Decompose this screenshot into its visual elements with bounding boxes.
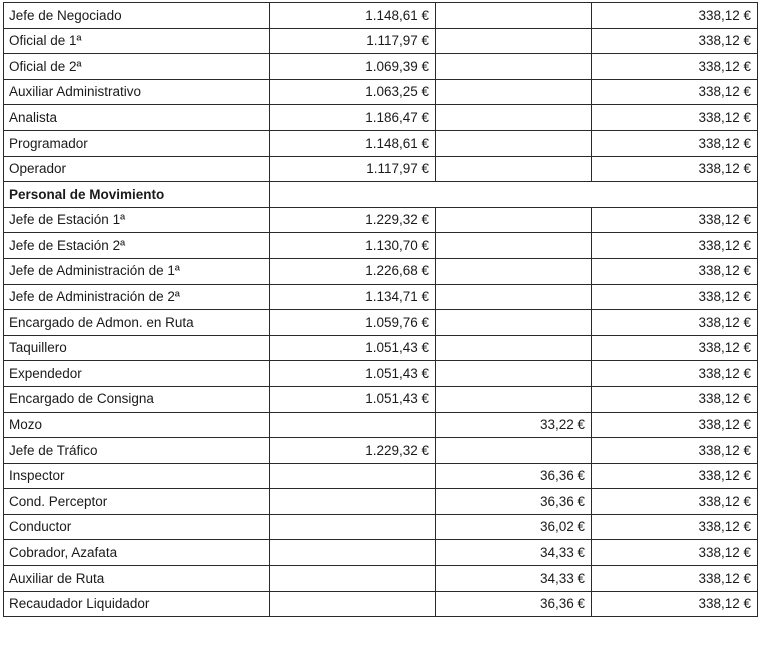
daily-salary-cell: [436, 156, 592, 182]
table-row: [4, 156, 758, 182]
daily-salary-cell: [436, 79, 592, 105]
table-row: [4, 130, 758, 156]
bonus-cell: 338,12 €: [592, 463, 758, 489]
category-cell: Cond. Perceptor: [4, 489, 270, 515]
category-cell: Taquillero: [4, 335, 270, 361]
bonus-cell: 338,12 €: [592, 28, 758, 54]
category-cell: Recaudador Liquidador: [4, 591, 270, 617]
section-title: Personal de Movimiento: [4, 182, 270, 208]
monthly-salary-cell: [270, 591, 436, 617]
monthly-salary-cell: 1.063,25 €: [270, 79, 436, 105]
category-cell: Oficial de 1ª: [4, 28, 270, 54]
category-cell: Encargado de Consigna: [4, 386, 270, 412]
bonus-cell: 338,12 €: [592, 335, 758, 361]
category-cell: Jefe de Estación 2ª: [4, 233, 270, 259]
daily-salary-cell: 34,33 €: [436, 540, 592, 566]
daily-salary-cell: 34,33 €: [436, 566, 592, 592]
category-cell: Jefe de Tráfico: [4, 438, 270, 464]
bonus-cell: 338,12 €: [592, 514, 758, 540]
table-row: [4, 105, 758, 131]
bonus-cell: 338,12 €: [592, 284, 758, 310]
table-row: [4, 233, 758, 259]
bonus-cell: 338,12 €: [592, 258, 758, 284]
bonus-cell: 338,12 €: [592, 105, 758, 131]
monthly-salary-cell: 1.148,61 €: [270, 3, 436, 29]
table-row: [4, 54, 758, 80]
category-cell: Oficial de 2ª: [4, 54, 270, 80]
bonus-cell: 338,12 €: [592, 412, 758, 438]
table-row: [4, 514, 758, 540]
category-cell: Mozo: [4, 412, 270, 438]
monthly-salary-cell: 1.148,61 €: [270, 130, 436, 156]
section-empty-cell: [270, 182, 758, 208]
table-row: [4, 591, 758, 617]
table-row: [4, 284, 758, 310]
table-row: [4, 207, 758, 233]
category-cell: Jefe de Administración de 1ª: [4, 258, 270, 284]
monthly-salary-cell: 1.229,32 €: [270, 438, 436, 464]
bonus-cell: 338,12 €: [592, 310, 758, 336]
bonus-cell: 338,12 €: [592, 207, 758, 233]
category-cell: Operador: [4, 156, 270, 182]
bonus-cell: 338,12 €: [592, 156, 758, 182]
daily-salary-cell: 36,36 €: [436, 591, 592, 617]
category-cell: Conductor: [4, 514, 270, 540]
monthly-salary-cell: [270, 463, 436, 489]
table-row: [4, 463, 758, 489]
table-row: [4, 566, 758, 592]
category-cell: Jefe de Estación 1ª: [4, 207, 270, 233]
bonus-cell: 338,12 €: [592, 438, 758, 464]
monthly-salary-cell: [270, 540, 436, 566]
daily-salary-cell: [436, 233, 592, 259]
daily-salary-cell: [436, 130, 592, 156]
daily-salary-cell: 36,02 €: [436, 514, 592, 540]
monthly-salary-cell: 1.229,32 €: [270, 207, 436, 233]
table-row: [4, 258, 758, 284]
category-cell: Encargado de Admon. en Ruta: [4, 310, 270, 336]
monthly-salary-cell: 1.186,47 €: [270, 105, 436, 131]
bonus-cell: 338,12 €: [592, 54, 758, 80]
daily-salary-cell: [436, 284, 592, 310]
bonus-cell: 338,12 €: [592, 130, 758, 156]
category-cell: Inspector: [4, 463, 270, 489]
daily-salary-cell: 36,36 €: [436, 463, 592, 489]
table-row: [4, 3, 758, 29]
daily-salary-cell: 33,22 €: [436, 412, 592, 438]
bonus-cell: 338,12 €: [592, 386, 758, 412]
table-row: [4, 361, 758, 387]
daily-salary-cell: [436, 3, 592, 29]
monthly-salary-cell: 1.069,39 €: [270, 54, 436, 80]
monthly-salary-cell: 1.226,68 €: [270, 258, 436, 284]
table-row: [4, 79, 758, 105]
table-row: [4, 28, 758, 54]
daily-salary-cell: [436, 28, 592, 54]
table-row: [4, 386, 758, 412]
monthly-salary-cell: 1.117,97 €: [270, 156, 436, 182]
category-cell: Cobrador, Azafata: [4, 540, 270, 566]
bonus-cell: 338,12 €: [592, 591, 758, 617]
salary-table-body: [4, 3, 758, 617]
table-row: [4, 335, 758, 361]
category-cell: Jefe de Negociado: [4, 3, 270, 29]
monthly-salary-cell: 1.117,97 €: [270, 28, 436, 54]
monthly-salary-cell: 1.051,43 €: [270, 361, 436, 387]
bonus-cell: 338,12 €: [592, 233, 758, 259]
daily-salary-cell: [436, 105, 592, 131]
category-cell: Auxiliar de Ruta: [4, 566, 270, 592]
section-header-row: [4, 182, 758, 208]
category-cell: Programador: [4, 130, 270, 156]
salary-table-page: [3, 2, 757, 617]
table-row: [4, 310, 758, 336]
bonus-cell: 338,12 €: [592, 540, 758, 566]
daily-salary-cell: [436, 386, 592, 412]
table-row: [4, 412, 758, 438]
category-cell: Jefe de Administración de 2ª: [4, 284, 270, 310]
daily-salary-cell: [436, 310, 592, 336]
monthly-salary-cell: [270, 514, 436, 540]
daily-salary-cell: [436, 335, 592, 361]
bonus-cell: 338,12 €: [592, 79, 758, 105]
monthly-salary-cell: [270, 412, 436, 438]
monthly-salary-cell: [270, 566, 436, 592]
bonus-cell: 338,12 €: [592, 489, 758, 515]
daily-salary-cell: [436, 438, 592, 464]
monthly-salary-cell: 1.134,71 €: [270, 284, 436, 310]
table-row: [4, 438, 758, 464]
category-cell: Expendedor: [4, 361, 270, 387]
bonus-cell: 338,12 €: [592, 566, 758, 592]
monthly-salary-cell: [270, 489, 436, 515]
category-cell: Auxiliar Administrativo: [4, 79, 270, 105]
daily-salary-cell: [436, 258, 592, 284]
salary-table: [3, 2, 758, 617]
bonus-cell: 338,12 €: [592, 361, 758, 387]
category-cell: Analista: [4, 105, 270, 131]
monthly-salary-cell: 1.051,43 €: [270, 386, 436, 412]
monthly-salary-cell: 1.051,43 €: [270, 335, 436, 361]
daily-salary-cell: [436, 207, 592, 233]
table-row: [4, 540, 758, 566]
daily-salary-cell: [436, 361, 592, 387]
monthly-salary-cell: 1.059,76 €: [270, 310, 436, 336]
table-row: [4, 489, 758, 515]
bonus-cell: 338,12 €: [592, 3, 758, 29]
daily-salary-cell: 36,36 €: [436, 489, 592, 515]
monthly-salary-cell: 1.130,70 €: [270, 233, 436, 259]
daily-salary-cell: [436, 54, 592, 80]
